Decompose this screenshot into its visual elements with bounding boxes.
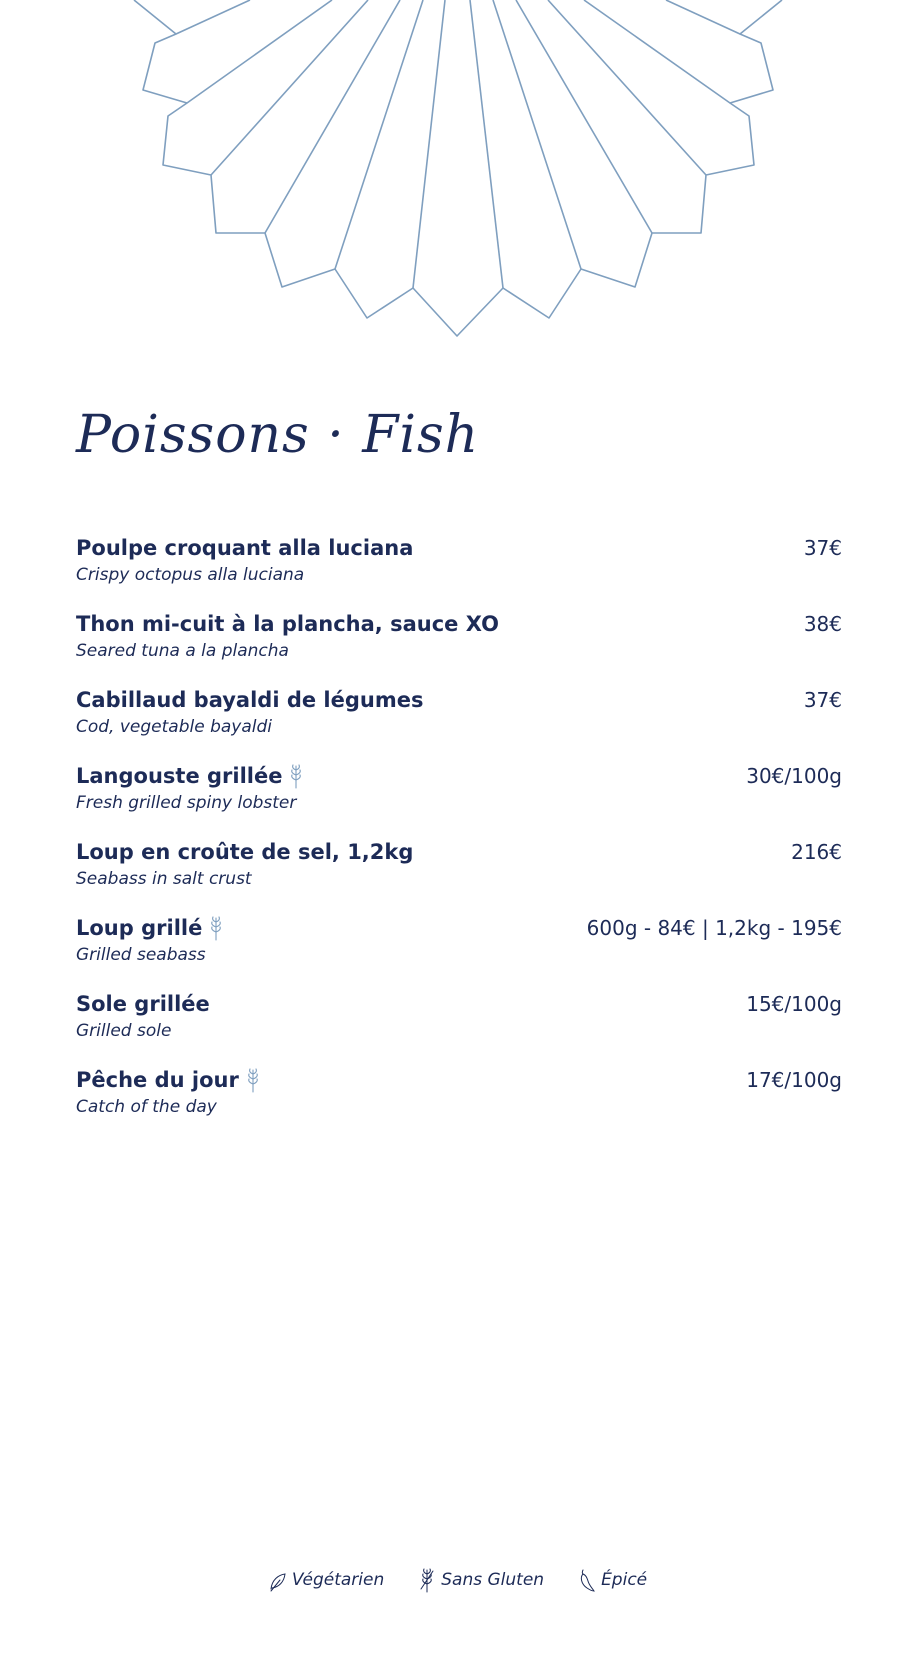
list-item	[76, 532, 842, 608]
dish-description: Seared tuna a la plancha	[76, 641, 289, 661]
dish-price: 216€	[791, 840, 842, 864]
legend-gluten-free	[418, 1567, 544, 1593]
dish-price: 38€	[803, 612, 842, 636]
dish-price: 37€	[803, 536, 842, 560]
list-item	[76, 988, 842, 1064]
gluten-free-icon	[208, 915, 224, 941]
dish-price: 15€/100g	[746, 992, 842, 1016]
legend-label: Épicé	[601, 1570, 648, 1590]
dish-description: Fresh grilled spiny lobster	[76, 793, 297, 813]
dish-price: 30€/100g	[746, 764, 842, 788]
list-item	[76, 1064, 842, 1140]
dish-description: Grilled seabass	[76, 945, 206, 965]
dish-price: 17€/100g	[746, 1068, 842, 1092]
dish-name: Cabillaud bayaldi de légumes	[76, 688, 424, 712]
list-item	[76, 760, 842, 836]
menu-list	[76, 532, 842, 1140]
dish-description: Catch of the day	[76, 1097, 217, 1117]
chili-icon	[578, 1567, 596, 1593]
legend-vegetarian	[269, 1567, 384, 1593]
dish-name: Langouste grillée	[76, 764, 283, 788]
gluten-free-icon	[245, 1067, 261, 1093]
dish-name: Poulpe croquant alla luciana	[76, 536, 414, 560]
list-item	[76, 912, 842, 988]
legend-label: Végétarien	[291, 1570, 385, 1590]
dietary-legend	[0, 1567, 916, 1593]
dish-price: 600g - 84€ | 1,2kg - 195€	[586, 916, 842, 940]
dish-name: Pêche du jour	[76, 1068, 239, 1092]
dish-description: Grilled sole	[76, 1021, 172, 1041]
dish-name: Loup grillé	[76, 916, 203, 940]
leaf-icon	[269, 1567, 287, 1593]
dish-price: 37€	[803, 688, 842, 712]
dish-name: Loup en croûte de sel, 1,2kg	[76, 840, 414, 864]
wheat-icon	[418, 1567, 436, 1593]
list-item	[76, 608, 842, 684]
section-title: Poissons · Fish	[76, 405, 480, 465]
legend-label: Sans Gluten	[441, 1570, 545, 1590]
dish-description: Cod, vegetable bayaldi	[76, 717, 273, 737]
list-item	[76, 836, 842, 912]
list-item	[76, 684, 842, 760]
dish-description: Crispy octopus alla luciana	[76, 565, 305, 585]
dish-name: Thon mi-cuit à la plancha, sauce XO	[76, 612, 499, 636]
shell-ornament	[0, 0, 916, 360]
legend-spicy	[578, 1567, 647, 1593]
dish-name: Sole grillée	[76, 992, 210, 1016]
dish-description: Seabass in salt crust	[76, 869, 252, 889]
gluten-free-icon	[288, 763, 304, 789]
